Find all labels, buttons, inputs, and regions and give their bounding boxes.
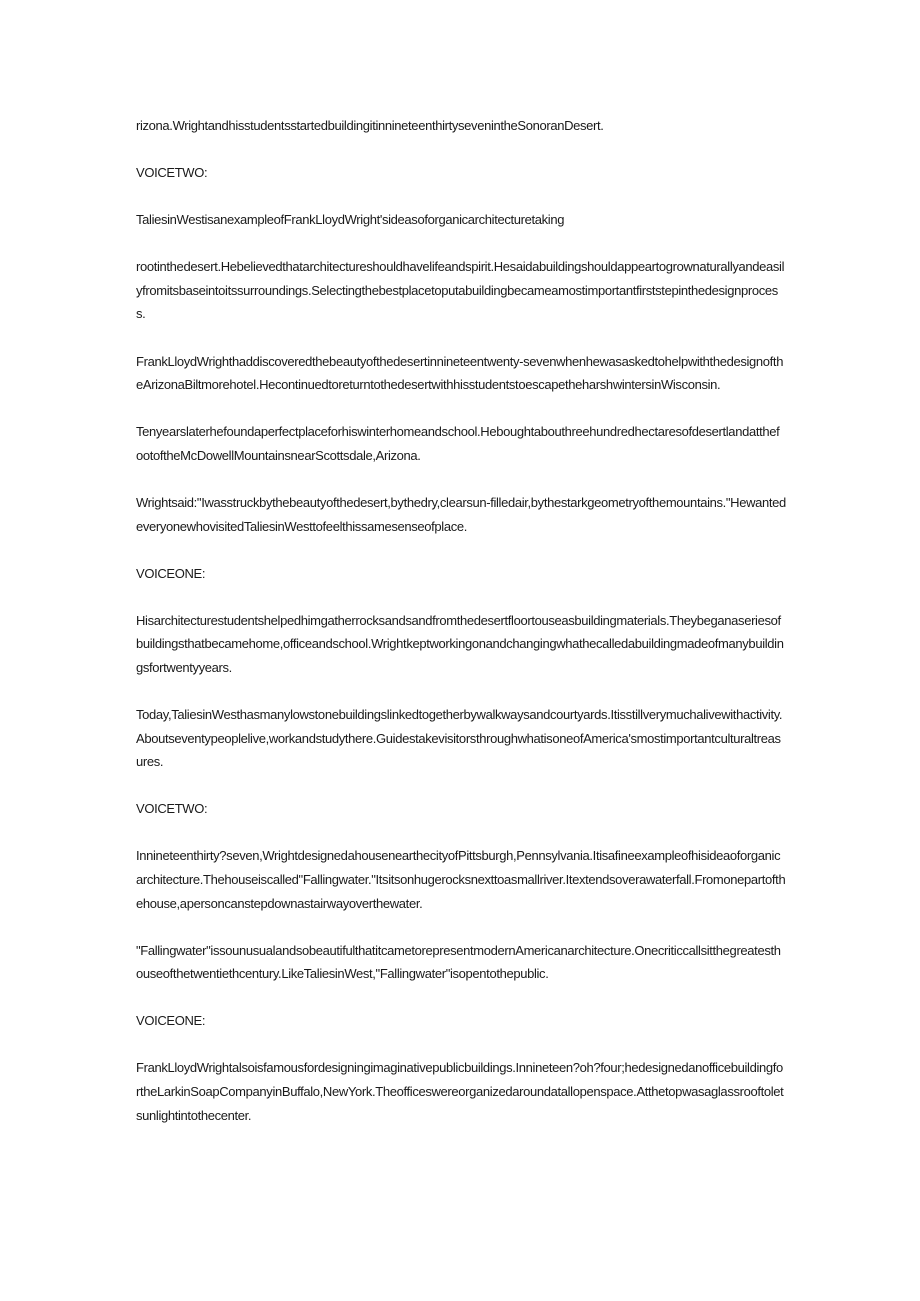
paragraph-2: TaliesinWestisanexampleofFrankLloydWright'sideasoforganicarchitecturetaking [136,212,565,228]
paragraph-3: rootinthedesert.Hebelievedthatarchitectureshouldhavelifeandspirit.Hesaidabuildingshouldappeartogrownaturallyandeasilyfromitsbaseintoitssurroundings.Selectingthebestplacetoputabuildingbecameamostimportantfirststepinthedesignprocess. [136,259,785,322]
paragraph-5: Tenyearslaterhefoundaperfectplaceforhiswinterhomeandschool.HeboughtabouthreehundredhectaresofdesertlandatthefootoftheMcDowellMountainsnearScottsdale,Arizona. [136,424,780,463]
speaker-label: VOICEONE: [136,1013,206,1029]
paragraph-6: Wrightsaid:"Iwasstruckbythebeautyofthedesert,bythedry,clearsun-filledair,bythestarkgeometryofthemountains."HewantedeveryonewhovisitedTaliesinWesttofeelthissamesenseofplace. [136,494,786,534]
paragraph-10: "Fallingwater"issounusualandsobeautifulthatitcametorepresentmodernAmericanarchitecture.Onecriticcallsitthegreatesthouseofthetwentiethcentury.LikeTaliesinWest,"Fallingwater"isopentothepublic. [136,942,781,982]
paragraph-11: FrankLloydWrightalsoisfamousfordesigningimaginativepublicbuildings.Innineteen?oh?four;hedesignedanofficebuildingfortheLarkinSoapCompanyinBuffalo,NewYork.Theofficeswereorganizedaroundatallopenspace.Atthetopwasaglassrooftoletsunlightintothecenter. [136,1060,784,1123]
document-body [136,114,786,1151]
paragraph-9: Innineteenthirty?seven,WrightdesignedahousenearthecityofPittsburgh,Pennsylvania.Itisafineexampleofhisideaoforganicarchitecture.Thehouseiscalled"Fallingwater."Itsitsonhugerocksnexttoasmallriver.Itextendsoverawaterfall.Fromonepartofthehouse,apersoncanstepdownastairwayoverthewater. [136,848,786,911]
speaker-label: VOICETWO: [136,165,208,181]
paragraph-4: FrankLloydWrighthaddiscoveredthebeautyofthedesertinnineteentwenty-sevenwhenhewasaskedtohelpwiththedesignoftheArizonaBiltmorehotel.HecontinuedtoreturntothedesertwithhisstudentstoescapetheharshwintersinWisconsin. [136,353,784,393]
paragraph-1: rizona.WrightandhisstudentsstartedbuildingitinnineteenthirtysevenintheSonoranDesert. [136,118,604,133]
paragraph-7: Hisarchitecturestudentshelpedhimgatherrocksandsandfromthedesertfloortouseasbuildingmaterials.Theybeganaseriesofbuildingsthatbecamehome,officeandschool.Wrightkeptworkingonandchangingwhathecalledabuildingmadeofmanybuildingsfortwentyyears. [136,612,784,675]
speaker-label: VOICEONE: [136,565,206,581]
speaker-label: VOICETWO: [136,801,208,817]
paragraph-8: Today,TaliesinWesthasmanylowstonebuildingslinkedtogetherbywalkwaysandcourtyards.Itisstillverymuchalivewithactivity.Aboutseventypeoplelive,workandstudythere.GuidestakevisitorsthroughwhatisoneofAmerica'smostimportantculturaltreasures. [136,707,783,770]
